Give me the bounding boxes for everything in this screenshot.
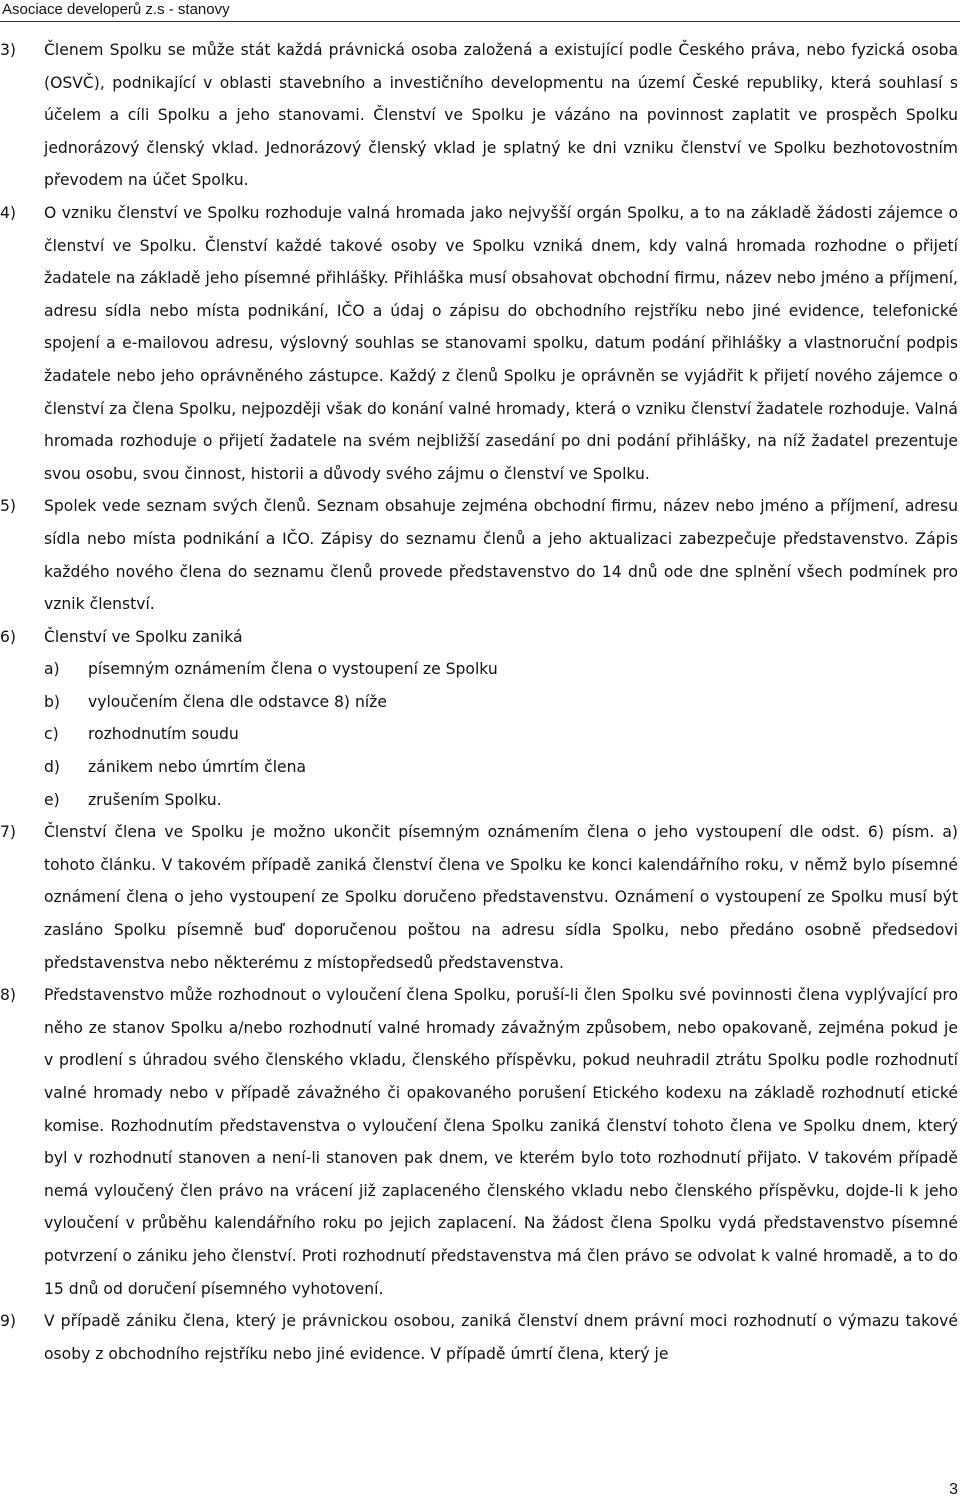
termination-reasons-list	[0, 653, 960, 816]
paragraph-text: Členství člena ve Spolku je možno ukončit písemným oznámením člena o jeho vystoupení dle odst. 6) písm. a) tohoto článku. V takovém případě zaniká členství člena ve Spolku ke konci kalendářního roku, v němž bylo písemné oznámení člena o jeho vystoupení ze Spolku doručeno představenstvu. Oznámení o vystoupení ze Spolku musí být zasláno Spolku písemně buď doporučenou poštou na adresu sídla Spolku, nebo předáno osobně předsedovi představenstva nebo některému z místopředsedů představenstva.	[44, 823, 958, 972]
paragraph-text: Spolek vede seznam svých členů. Seznam obsahuje zejména obchodní firmu, název nebo jméno a příjmení, adresu sídla nebo místa podnikání a IČO. Zápisy do seznamu členů a jeho aktualizaci zabezpečuje představenstvo. Zápis každého nového člena do seznamu členů provede představenstvo do 14 dnů ode dne splnění všech podmínek pro vznik členství.	[44, 497, 958, 614]
page-header	[0, 0, 960, 20]
list-item-text: zánikem nebo úmrtím člena	[88, 758, 307, 777]
paragraph-3	[0, 34, 960, 197]
list-item-text: vyloučením člena dle odstavce 8) níže	[88, 692, 387, 711]
paragraph-text: O vzniku členství ve Spolku rozhoduje valná hromada jako nejvyšší orgán Spolku, a to na základě žádosti zájemce o členství ve Spolku. Členství každé takové osoby ve Spolku vzniká dnem, kdy valná hromada rozhodne o přijetí žadatele na základě jeho písemné přihlášky. Přihláška musí obsahovat obchodní firmu, název nebo jméno a příjmení, adresu sídla nebo místa podnikání, IČO a údaj o zápisu do obchodního rejstříku nebo jiné evidence, telefonické spojení a e-mailovou adresu, výslovný souhlas se stanovami spolku, datum podání přihlášky a vlastnoruční podpis žadatele nebo jeho oprávněného zástupce. Každý z členů Spolku je oprávněn se vyjádřit k přijetí nového zájemce o členství za člena Spolku, nejpozději však do konání valné hromady, která o vzniku členství žadatele rozhoduje. Valná hromada rozhoduje o přijetí žadatele na svém nejbližší zasedání po dni podání přihlášky, na níž žadatel prezentuje svou osobu, svou činnost, historii a důvody svého zájmu o členství ve Spolku.	[44, 203, 958, 483]
list-item-letter: a)	[44, 660, 60, 679]
paragraph-number: 6)	[0, 627, 17, 646]
list-item-text: zrušením Spolku.	[88, 790, 222, 809]
list-item-text: písemným oznámením člena o vystoupení ze Spolku	[88, 660, 498, 679]
paragraph-number: 4)	[0, 203, 17, 222]
paragraph-9	[0, 1305, 960, 1370]
paragraph-text: Členství ve Spolku zaniká	[44, 627, 243, 646]
list-item	[0, 653, 960, 686]
list-item-letter: c)	[44, 725, 59, 744]
list-item-text: rozhodnutím soudu	[88, 725, 239, 744]
paragraph-number: 3)	[0, 41, 17, 59]
header-divider	[0, 21, 960, 22]
paragraph-4	[0, 197, 960, 490]
paragraph-text: V případě zániku člena, který je právnickou osobou, zaniká členství dnem právní moci rozhodnutí o výmazu takové osoby z obchodního rejstříku nebo jiné evidence. V případě úmrtí člena, který je	[44, 1312, 958, 1363]
list-item	[0, 784, 960, 817]
paragraph-text: Členem Spolku se může stát každá právnická osoba založená a existující podle Českého práva, nebo fyzická osoba (OSVČ), podnikající v oblasti stavebního a investičního developmentu na území České republiky, která souhlasí s účelem a cíli Spolku a jeho stanovami. Členství ve Spolku je vázáno na povinnost zaplatit ve prospěch Spolku jednorázový členský vklad. Jednorázový členský vklad je splatný ke dni vzniku členství ve Spolku bezhotovostním převodem na účet Spolku.	[44, 41, 958, 190]
list-item-letter: e)	[44, 790, 60, 809]
list-item-letter: b)	[44, 692, 60, 711]
list-item-letter: d)	[44, 758, 60, 777]
paragraph-number: 7)	[0, 823, 17, 842]
page-number: 3	[949, 1481, 958, 1498]
list-item	[0, 718, 960, 751]
paragraph-number: 8)	[0, 986, 17, 1005]
paragraph-text: Představenstvo může rozhodnout o vyloučení člena Spolku, poruší-li člen Spolku své povinnosti člena vyplývající pro něho ze stanov Spolku a/nebo rozhodnutí valné hromady závažným způsobem, nebo opakovaně, zejména pokud je v prodlení s úhradou svého členského vkladu, členského příspěvku, pokud neuhradil ztrátu Spolku podle rozhodnutí valné hromady nebo v případě závažného či opakovaného porušení Etického kodexu na základě rozhodnutí etické komise. Rozhodnutím představenstva o vyloučení člena Spolku zaniká členství tohoto člena ve Spolku dnem, který byl v rozhodnutí stanoven a není-li stanoven pak dnem, ve kterém bylo toto rozhodnutí přijato. V takovém případě nemá vyloučený člen právo na vrácení již zaplaceného členského vkladu nebo členského příspěvku, dojde-li k jeho vyloučení v průběhu kalendářního roku po jejich zaplacení. Na žádost člena Spolku vydá představenstvo písemné potvrzení o zániku jeho členství. Proti rozhodnutí představenstva má člen právo se odvolat k valné hromadě, a to do 15 dnů od doručení písemného vyhotovení.	[44, 986, 958, 1298]
paragraph-5	[0, 490, 960, 620]
paragraph-number: 9)	[0, 1312, 17, 1331]
paragraph-6	[0, 621, 960, 654]
list-item	[0, 686, 960, 719]
paragraph-number: 5)	[0, 497, 17, 516]
document-title: Asociace developerů z.s - stanovy	[2, 1, 230, 18]
list-item	[0, 751, 960, 784]
document-body	[0, 34, 960, 1370]
paragraph-7	[0, 816, 960, 979]
paragraph-8	[0, 979, 960, 1305]
